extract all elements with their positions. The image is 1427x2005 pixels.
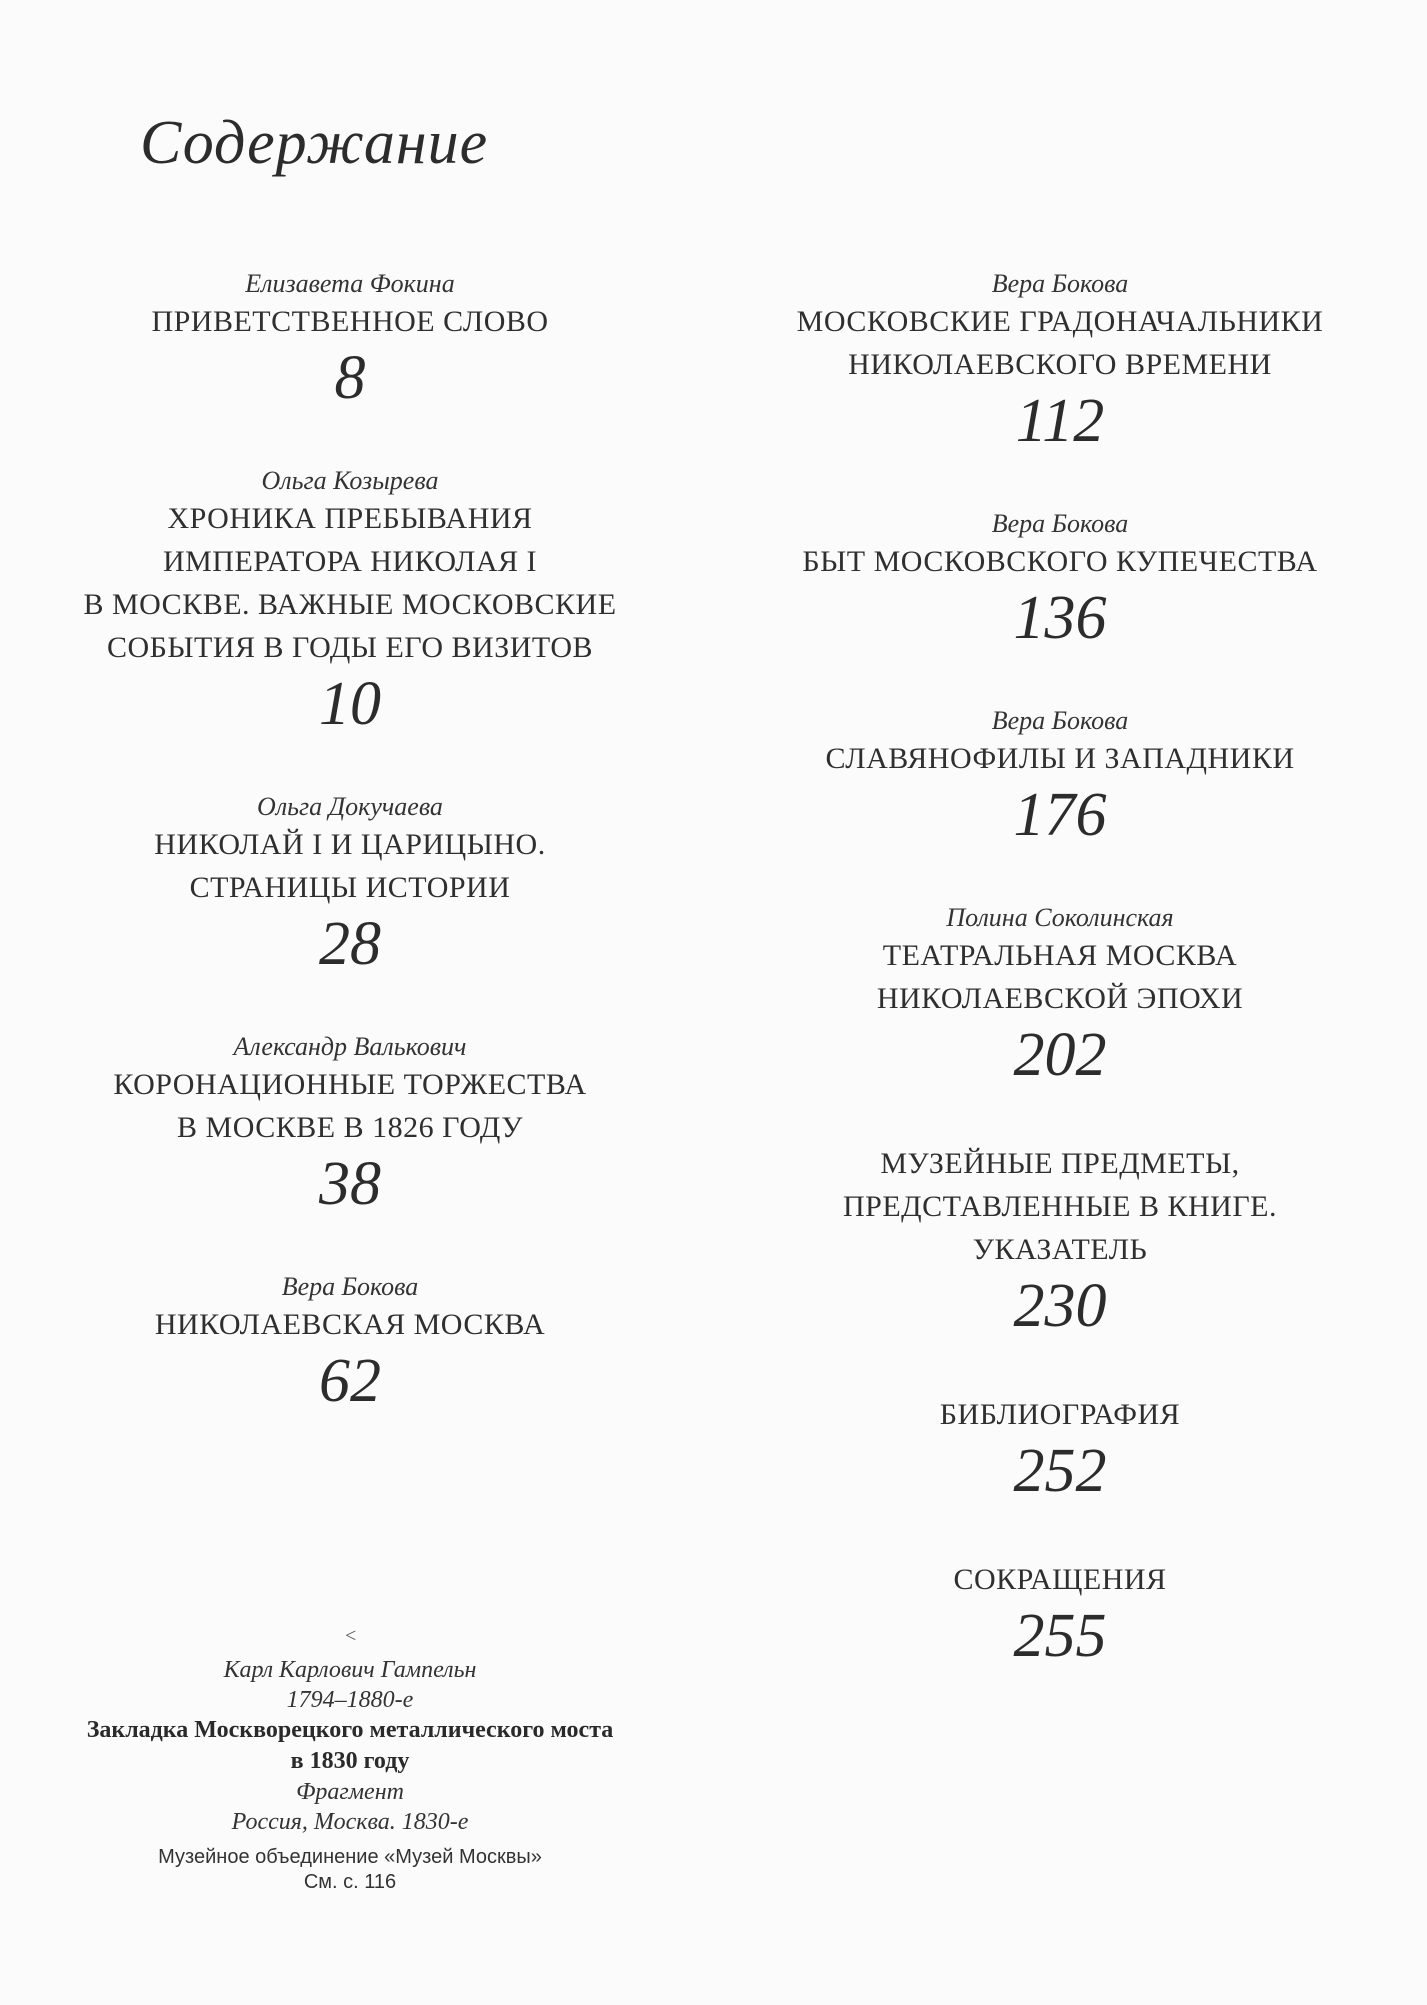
entry-page-number: 252 [1013,1437,1107,1505]
entry-title: БИБЛИОГРАФИЯ [939,1398,1181,1431]
toc-left-column [70,268,630,1416]
toc-entry [780,268,1340,456]
entry-title: БЫТ МОСКОВСКОГО КУПЕЧЕСТВА [802,545,1318,578]
page-title: Содержание [140,109,489,177]
entry-page-number: 255 [1013,1602,1107,1670]
toc-entry [70,1271,630,1416]
entry-title: МУЗЕЙНЫЕ ПРЕДМЕТЫ, ПРЕДСТАВЛЕННЫЕ В КНИГЕ. УКАЗАТЕЛЬ [842,1147,1278,1266]
caption-museum: Музейное объединение «Музей Москвы» [158,1846,542,1868]
toc-entry [780,1142,1340,1341]
entry-title: ТЕАТРАЛЬНАЯ МОСКВА НИКОЛАЕВСКОЙ ЭПОХИ [876,939,1244,1015]
entry-page-number: 136 [1013,584,1107,652]
entry-author: Вера Бокова [991,269,1129,298]
entry-title: ХРОНИКА ПРЕБЫВАНИЯ ИМПЕРАТОРА НИКОЛАЯ I В МОСКВЕ. ВАЖНЫЕ МОСКОВСКИЕ СОБЫТИЯ В ГОДЫ ЕГО ВИЗИТОВ [83,502,617,664]
toc-entry [780,902,1340,1090]
entry-page-number: 62 [319,1347,381,1415]
entry-page-number: 112 [1015,387,1105,455]
entry-title: СОКРАЩЕНИЯ [953,1563,1167,1596]
entry-page-number: 202 [1013,1021,1107,1089]
caption-place-date: Россия, Москва. 1830-е [231,1809,469,1835]
entry-title: НИКОЛАЙ I И ЦАРИЦЫНО. СТРАНИЦЫ ИСТОРИИ [154,828,546,904]
entry-title: КОРОНАЦИОННЫЕ ТОРЖЕСТВА В МОСКВЕ В 1826 ГОДУ [113,1068,587,1144]
toc-entry [70,268,630,413]
toc-entry [780,508,1340,653]
caption-artist: Карл Карлович Гампельн [223,1657,477,1683]
caption-fragment-note: Фрагмент [296,1779,404,1805]
illustration-caption [70,1625,630,1895]
entry-page-number: 176 [1013,781,1107,849]
entry-author: Вера Бокова [281,1272,419,1301]
entry-page-number: 8 [334,344,366,412]
caption-artwork-title: Закладка Москворецкого металлического моста в 1830 году [86,1717,614,1774]
toc-entry [780,705,1340,850]
caption-page-reference: См. с. 116 [303,1871,397,1893]
entry-author: Елизавета Фокина [245,269,455,298]
entry-author: Вера Бокова [991,509,1129,538]
toc-entry [70,465,630,739]
entry-title: ПРИВЕТСТВЕННОЕ СЛОВО [151,305,549,338]
entry-title: НИКОЛАЕВСКАЯ МОСКВА [154,1308,546,1341]
entry-page-number: 230 [1013,1272,1107,1340]
toc-right-column [780,268,1340,1671]
entry-author: Полина Соколинская [946,903,1174,932]
entry-page-number: 28 [319,910,381,978]
caption-artist-years: 1794–1880-е [286,1687,414,1713]
entry-author: Ольга Докучаева [257,792,443,821]
toc-entry [70,791,630,979]
entry-page-number: 38 [319,1150,381,1218]
toc-entry [70,1031,630,1219]
entry-author: Александр Валькович [233,1032,467,1061]
toc-entry [780,1558,1340,1671]
entry-page-number: 10 [319,670,381,738]
left-pointer-icon: < [345,1625,357,1647]
toc-entry [780,1393,1340,1506]
entry-title: МОСКОВСКИЕ ГРАДОНАЧАЛЬНИКИ НИКОЛАЕВСКОГО ВРЕМЕНИ [796,305,1324,381]
entry-author: Ольга Козырева [261,466,439,495]
entry-author: Вера Бокова [991,706,1129,735]
entry-title: СЛАВЯНОФИЛЫ И ЗАПАДНИКИ [825,742,1295,775]
